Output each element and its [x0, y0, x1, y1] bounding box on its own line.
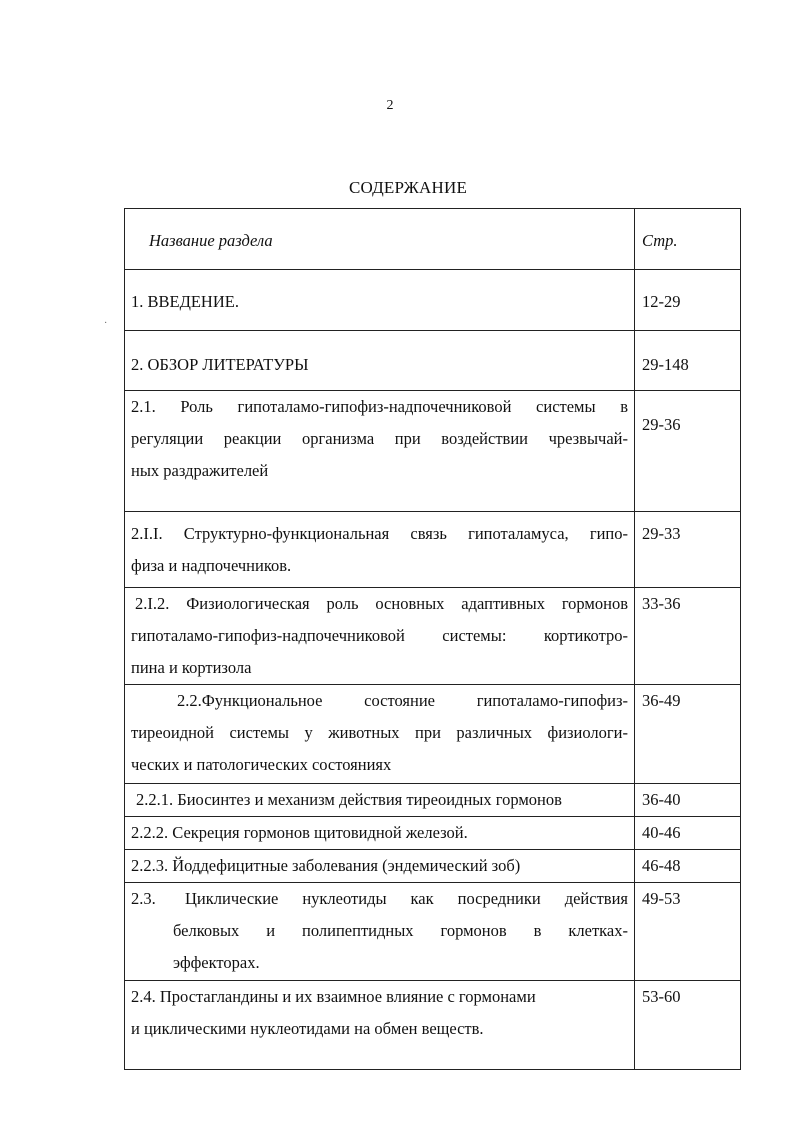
- toc-entry-line: белковых и полипептидных гормонов в клетках-: [173, 921, 628, 940]
- toc-entry-line: тиреоидной системы у животных при различных физиологи-: [131, 723, 628, 742]
- toc-row: [125, 512, 741, 588]
- toc-entry-line: гипоталамо-гипофиз-надпочечниковой системы: кортикотро-: [131, 626, 628, 645]
- toc-row: [125, 784, 741, 817]
- toc-entry-line: 2.I.I. Структурно-функциональная связь гипоталамуса, гипо-: [131, 524, 628, 543]
- toc-entry-title: 2.2.2. Секреция гормонов щитовидной железой.: [131, 823, 468, 842]
- margin-dot: ·: [104, 318, 108, 329]
- toc-entry-line: ческих и патологических состояниях: [131, 755, 392, 774]
- toc-entry-line: 2.4. Простагландины и их взаимное влияние с гормонами: [131, 987, 536, 1006]
- toc-entry-line: Циклические нуклеотиды как посредники действия: [185, 889, 628, 908]
- toc-entry-page: 46-48: [642, 856, 681, 875]
- toc-entry-page: 12-29: [642, 292, 681, 311]
- toc-entry-page: 36-49: [642, 691, 681, 710]
- toc-entry-page: 29-36: [642, 415, 681, 434]
- toc-entry-line: 2.2.Функциональное состояние гипоталамо-гипофиз-: [177, 691, 628, 710]
- toc-entry-line: физа и надпочечников.: [131, 556, 292, 575]
- toc-row: [125, 883, 741, 981]
- toc-entry-page: 53-60: [642, 987, 681, 1006]
- toc-entry-line: 2.1. Роль гипоталамо-гипофиз-надпочечниковой системы в: [131, 397, 628, 416]
- header-section-label: Название раздела: [149, 231, 273, 250]
- toc-row: [125, 817, 741, 850]
- toc-entry-title: 2. ОБЗОР ЛИТЕРАТУРЫ: [131, 355, 309, 374]
- toc-entry-line: 2.I.2. Физиологическая роль основных адаптивных гормонов: [135, 594, 628, 613]
- toc-row: [125, 391, 741, 512]
- toc-row: [125, 331, 741, 391]
- toc-entry-page: 29-33: [642, 524, 681, 543]
- document-title: СОДЕРЖАНИЕ: [348, 178, 468, 197]
- toc-row: [125, 850, 741, 883]
- header-page-label: Стр.: [642, 231, 678, 250]
- toc-entry-page: 49-53: [642, 889, 681, 908]
- toc-row: [125, 981, 741, 1070]
- toc-row: [125, 588, 741, 685]
- toc-entry-page: 29-148: [642, 355, 689, 374]
- toc-entry-line: пина и кортизола: [131, 658, 252, 677]
- toc-row: [125, 685, 741, 784]
- toc-entry-title: 2.2.3. Йоддефицитные заболевания (эндемический зоб): [131, 856, 521, 875]
- toc-row: [125, 270, 741, 331]
- toc-entry-line: ных раздражителей: [131, 461, 269, 480]
- toc-entry-title: 2.2.1. Биосинтез и механизм действия тиреоидных гормонов: [136, 790, 562, 809]
- toc-entry-line: регуляции реакции организма при воздействии чрезвычай-: [131, 429, 628, 448]
- toc-entry-page: 36-40: [642, 790, 681, 809]
- toc-entry-number: 2.3.: [131, 889, 156, 908]
- toc-entry-title: 1. ВВЕДЕНИЕ.: [131, 292, 239, 311]
- toc-entry-line: эффекторах.: [173, 953, 260, 972]
- toc-entry-page: 33-36: [642, 594, 681, 613]
- page-number: 2: [386, 98, 394, 113]
- toc-header-row: [125, 209, 741, 270]
- toc-entry-page: 40-46: [642, 823, 681, 842]
- toc-entry-line: и циклическими нуклеотидами на обмен веществ.: [131, 1019, 484, 1038]
- table-of-contents: [124, 208, 741, 1070]
